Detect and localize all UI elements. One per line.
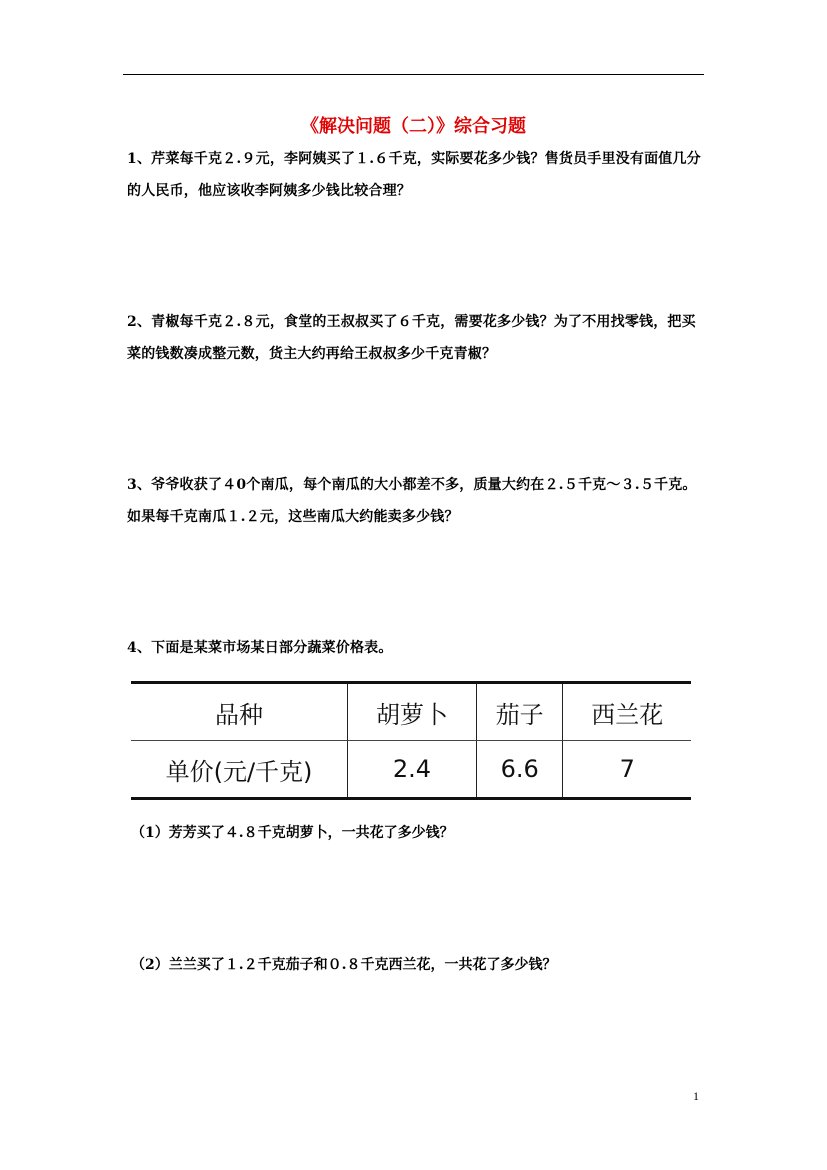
table-header-broccoli: 西兰花 (563, 683, 691, 741)
price-table-row (131, 741, 691, 799)
question-3: 3、爷爷收获了４0个南瓜，每个南瓜的大小都差不多，质量大约在２.５千克～３.５千克。如果每千克南瓜１.２元，这些南瓜大约能卖多少钱？ (127, 477, 697, 525)
table-header-carrot: 胡萝卜 (348, 683, 477, 741)
table-header-eggplant: 茄子 (476, 683, 563, 741)
question-4: 4、下面是某菜市场某日部分蔬菜价格表。 (127, 640, 393, 656)
subquestion-2: （2）兰兰买了１.２千克茄子和０.８千克西兰花，一共花了多少钱？ (131, 957, 557, 973)
page-number: 1 (693, 1089, 699, 1103)
table-cell-eggplant-price: 6.6 (476, 741, 563, 799)
header-rule (123, 74, 704, 75)
table-cell-unit-price-label: 单价(元/千克) (131, 741, 348, 799)
question-2: 2、青椒每千克２.８元，食堂的王叔叔买了６千克，需要花多少钱？为了不用找零钱，把买菜的钱数凑成整元数，货主大约再给王叔叔多少千克青椒？ (127, 314, 696, 362)
question-1: 1、芹菜每千克２.９元，李阿姨买了１.６千克，实际要花多少钱？售货员手里没有面值几分的人民币，他应该收李阿姨多少钱比较合理？ (127, 151, 701, 199)
table-header-variety: 品种 (131, 683, 348, 741)
table-cell-broccoli-price: 7 (563, 741, 691, 799)
page-title: 《解决问题（二）》综合习题 (301, 116, 526, 137)
subquestion-1: （1）芳芳买了４.８千克胡萝卜，一共花了多少钱？ (131, 825, 454, 841)
price-table-header-row (131, 683, 691, 741)
price-table (131, 681, 691, 800)
table-cell-carrot-price: 2.4 (348, 741, 477, 799)
